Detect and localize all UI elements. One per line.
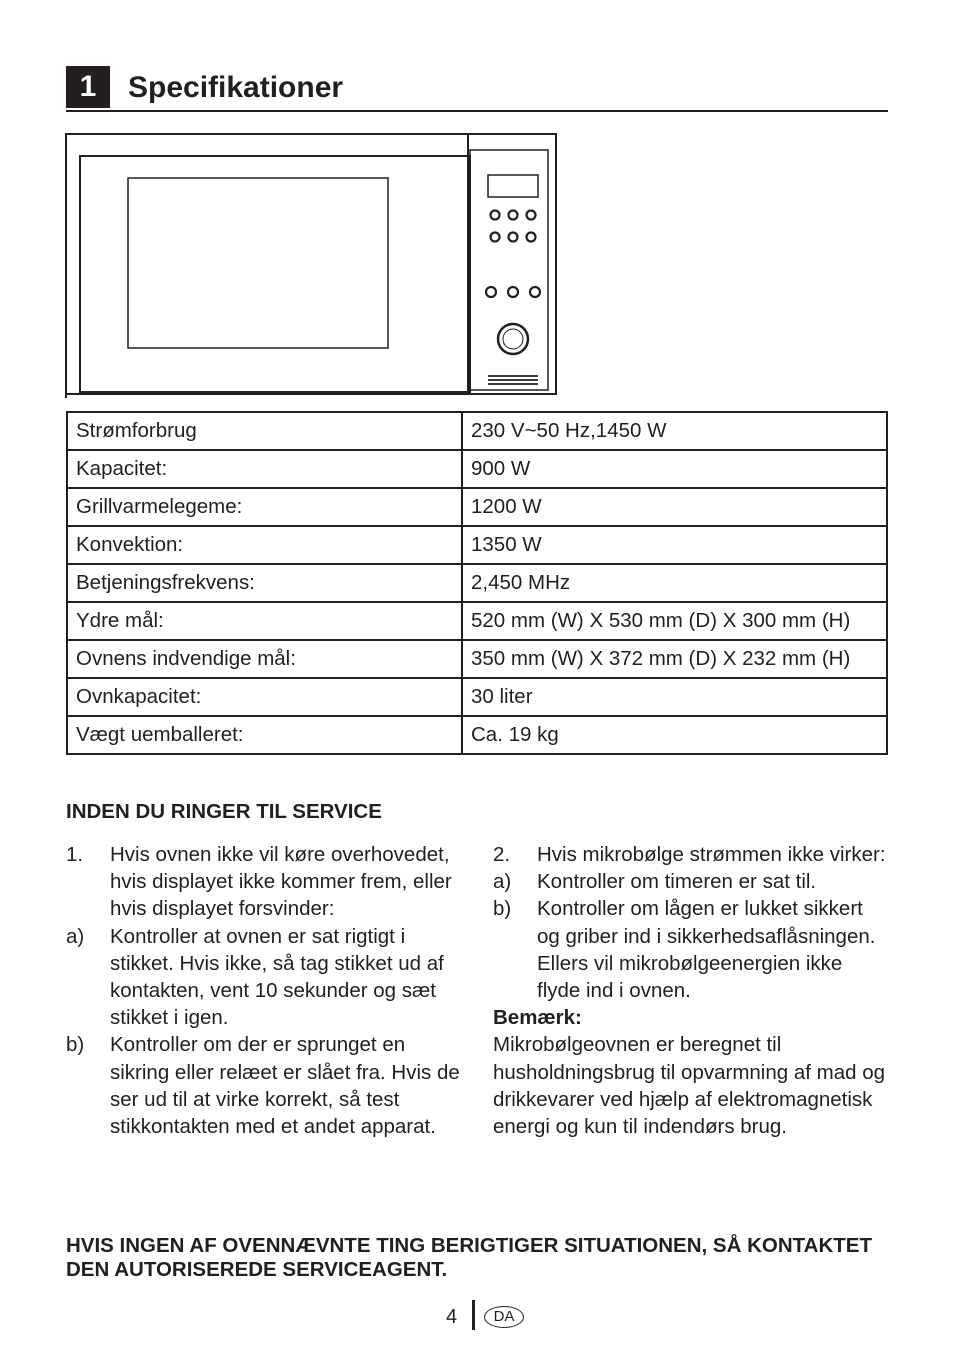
service-list-item <box>66 923 461 1032</box>
control-button <box>491 211 500 220</box>
spec-label: Ydre mål: <box>67 602 462 640</box>
button-group-middle <box>486 287 540 297</box>
display-window <box>488 175 538 197</box>
oven-door <box>80 156 470 392</box>
spec-row <box>67 640 887 678</box>
spec-label: Grillvarmelegeme: <box>67 488 462 526</box>
item-marker: 1. <box>66 843 84 866</box>
spec-value: 520 mm (W) X 530 mm (D) X 300 mm (H) <box>462 602 887 640</box>
spec-row <box>67 488 887 526</box>
spec-label: Vægt uemballeret: <box>67 716 462 754</box>
item-text: Hvis mikrobølge strømmen ikke virker: <box>537 843 886 866</box>
final-notice: HVIS INGEN AF OVENNÆVNTE TING BERIGTIGER SITUATIONEN, SÅ KONTAKTET DEN AUTORISEREDE SERVICEAGENT. <box>66 1234 872 1281</box>
item-text: Kontroller om lågen er lukket sikkert og griber ind i sikkerhedsaflåsningen. Ellers vil mikrobølgeenergien ikke flyde ind i ovnen. <box>537 897 876 1003</box>
control-button <box>527 233 536 242</box>
section-title: Specifikationer <box>128 71 344 104</box>
section-number: 1 <box>66 66 110 108</box>
spec-label: Betjeningsfrekvens: <box>67 564 462 602</box>
spec-row <box>67 602 887 640</box>
vent-lines <box>488 376 538 384</box>
item-marker: a) <box>493 870 512 894</box>
language-badge: DA <box>484 1306 524 1328</box>
item-marker: b) <box>493 897 512 921</box>
spec-value: 230 V~50 Hz,1450 W <box>462 412 887 450</box>
item-marker: a) <box>66 924 85 948</box>
spec-table <box>66 411 888 755</box>
spec-row <box>67 526 887 564</box>
item-text: Kontroller at ovnen er sat rigtigt i stikket. Hvis ikke, så tag stikket ud af kontakten, vent 10 sekunder og sæt stikket i igen. <box>110 924 444 1030</box>
microwave-illustration <box>62 130 562 400</box>
item-text: Kontroller om timeren er sat til. <box>537 870 817 894</box>
spec-value: 1200 W <box>462 488 887 526</box>
item-text: Kontroller om der er sprunget en sikring eller relæet er slået fra. Hvis de ser ud til at virke korrekt, så test stikkontakten med et andet apparat. <box>110 1033 460 1139</box>
spec-label: Ovnens indvendige mål: <box>67 640 462 678</box>
footer-divider <box>472 1300 475 1330</box>
control-button <box>509 233 518 242</box>
service-right-column <box>493 841 888 1140</box>
control-button <box>491 233 500 242</box>
spec-value: 350 mm (W) X 372 mm (D) X 232 mm (H) <box>462 640 887 678</box>
spec-row <box>67 564 887 602</box>
service-list-item <box>66 841 461 923</box>
spec-row <box>67 412 887 450</box>
spec-row <box>67 678 887 716</box>
control-dial-inner <box>503 329 523 349</box>
spec-row <box>67 716 887 754</box>
section-heading <box>66 66 888 112</box>
control-button <box>509 211 518 220</box>
control-button <box>530 287 540 297</box>
oven-body <box>66 134 556 394</box>
spec-value: 2,450 MHz <box>462 564 887 602</box>
oven-window <box>128 178 388 348</box>
spec-value: Ca. 19 kg <box>462 716 887 754</box>
item-marker: b) <box>66 1033 85 1057</box>
page-footer <box>0 1298 954 1338</box>
control-button <box>508 287 518 297</box>
service-left-column <box>66 841 461 1140</box>
note-text: Mikrobølgeovnen er beregnet til husholdningsbrug til opvarmning af mad og drikkevarer ved hjælp af elektromagnetisk energi og kun til indendørs brug. <box>493 1033 886 1139</box>
spec-label: Strømforbrug <box>67 412 462 450</box>
control-button <box>527 211 536 220</box>
spec-label: Konvektion: <box>67 526 462 564</box>
note-label: Bemærk: <box>493 1006 582 1030</box>
button-group-top <box>491 211 536 242</box>
spec-value: 900 W <box>462 450 887 488</box>
page-number: 4 <box>446 1306 458 1328</box>
spec-value: 30 liter <box>462 678 887 716</box>
service-list-item <box>493 841 888 868</box>
spec-label: Kapacitet: <box>67 450 462 488</box>
control-button <box>486 287 496 297</box>
service-list-item <box>493 868 888 895</box>
item-marker: 2. <box>493 843 511 866</box>
spec-value: 1350 W <box>462 526 887 564</box>
item-text: Hvis ovnen ikke vil køre overhovedet, hvis displayet ikke kommer frem, eller hvis displayet forsvinder: <box>110 843 452 921</box>
service-list-item <box>493 895 888 1004</box>
service-list-item <box>66 1031 461 1140</box>
spec-label: Ovnkapacitet: <box>67 678 462 716</box>
service-heading: INDEN DU RINGER TIL SERVICE <box>66 800 382 823</box>
spec-row <box>67 450 887 488</box>
